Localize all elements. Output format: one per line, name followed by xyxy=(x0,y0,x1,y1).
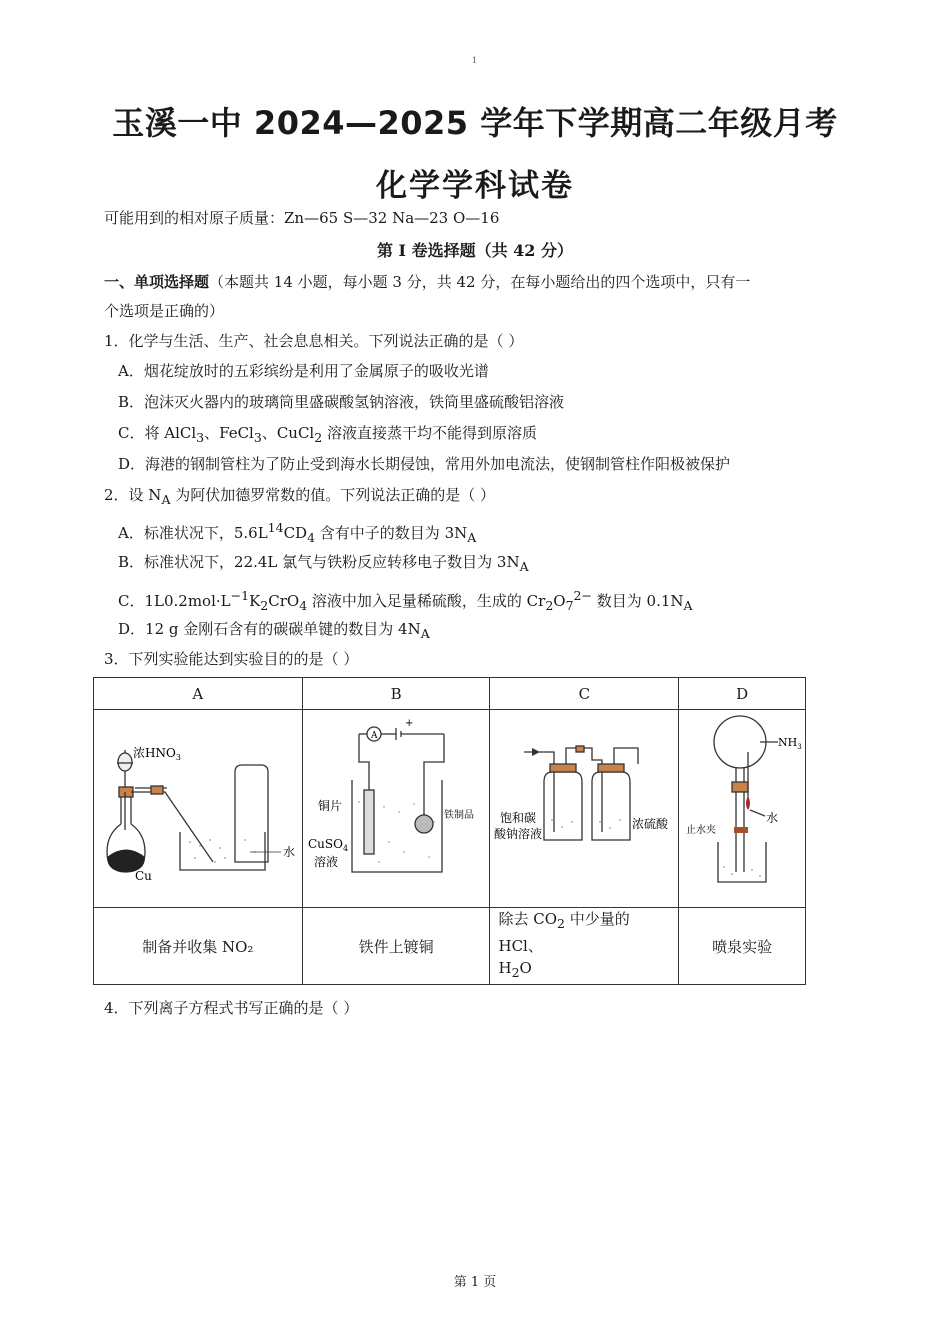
q1-option-c: C．将 AlCl$_3$、FeCl$_3$、CuCl$_2$ 溶液直接蒸干均不能得到原溶质 xyxy=(118,424,537,445)
figure-d-cell xyxy=(679,710,806,908)
q1-stem: 1．化学与生活、生产、社会息息相关。下列说法正确的是（ ） xyxy=(104,332,524,350)
q2-option-c: C．$1L0.2mol\cdot L^{-1}K_2CrO_4$ 溶液中加入足量稀硫酸，生成的 $Cr_2O_7^{2-}$ 数目为 $0.1N_A$ xyxy=(118,588,693,613)
q3-stem: 3．下列实验能达到实验目的的是（ ） xyxy=(104,650,359,668)
figure-b-cell xyxy=(302,710,490,908)
ammeter-icon: A xyxy=(370,730,378,741)
label-positive: + xyxy=(404,717,413,729)
q4-stem: 4．下列离子方程式书写正确的是（ ） xyxy=(104,999,359,1017)
figure-a-cell xyxy=(94,710,303,908)
label-conc-hno3: 浓$HNO_3$ xyxy=(133,745,182,762)
q2-option-b: B．标准状况下，22.4L 氯气与铁粉反应转移电子数目为 $3N_A$ xyxy=(118,553,529,574)
q1-option-b: B．泡沫灭火器内的玻璃筒里盛碳酸氢钠溶液，铁筒里盛硫酸铝溶液 xyxy=(118,393,565,411)
label-nh3: $NH_3$ xyxy=(778,735,802,751)
label-copper-sheet: 铜片 xyxy=(317,798,342,813)
col-header-d: D xyxy=(679,678,806,710)
page-footer: 第 1 页 xyxy=(453,1275,497,1290)
part1-instructions xyxy=(104,272,750,292)
part1-desc: （本题共 14 小题，每小题 3 分，共 42 分，在每小题给出的四个选项中，只有一 xyxy=(209,273,751,291)
col-header-c: C xyxy=(490,678,679,710)
caption-c: 除去 $CO_2$ 中少量的 HCl、 $H_2O$ xyxy=(490,908,679,985)
q3-apparatus-table xyxy=(93,677,806,985)
part1-desc-line2: 个选项是正确的） xyxy=(104,302,225,320)
caption-a: 制备并收集 NO₂ xyxy=(94,908,303,985)
caption-b: 铁件上镀铜 xyxy=(302,908,490,985)
col-header-b: B xyxy=(302,678,490,710)
caption-d: 喷泉实验 xyxy=(679,908,806,985)
table-caption-row xyxy=(94,908,806,985)
electroplating-diagram xyxy=(304,712,489,902)
label-water-a: 水 xyxy=(283,844,296,859)
q1-option-d: D．海港的钢制管柱为了防止受到海水长期侵蚀，常用外加电流法，使钢制管柱作阳极被保护 xyxy=(118,455,731,473)
label-water-d: 水 xyxy=(766,810,779,825)
q1-option-a: A．烟花绽放时的五彩缤纷是利用了金属原子的吸收光谱 xyxy=(118,362,489,380)
label-iron-item: 铁制品 xyxy=(443,809,474,821)
col-header-a: A xyxy=(94,678,303,710)
part1-label: 一、单项选择题 xyxy=(104,273,210,291)
label-sat-na2co3-2: 酸钠溶液 xyxy=(493,826,542,841)
figure-c-cell xyxy=(490,710,679,908)
atomic-masses: 可能用到的相对原子质量：Zn—65 S—32 Na—23 O—16 xyxy=(104,209,500,227)
exam-subtitle: 化学学科试卷 xyxy=(376,168,574,204)
label-sat-na2co3-1: 饱和碳 xyxy=(499,810,536,825)
label-solution: 溶液 xyxy=(313,854,338,869)
label-clamp: 止水夹 xyxy=(686,824,717,836)
page-mark: 1 xyxy=(472,56,478,65)
label-conc-h2so4: 浓硫酸 xyxy=(631,816,668,831)
section-title: 第 I 卷选择题（共 42 分） xyxy=(376,241,574,260)
gas-washing-diagram xyxy=(492,712,677,902)
q2-stem: 2．设 $N_A$ 为阿伏加德罗常数的值。下列说法正确的是（ ） xyxy=(104,486,496,507)
exam-title: 玉溪一中 2024—2025 学年下学期高二年级月考 xyxy=(112,104,838,142)
no2-apparatus-diagram xyxy=(95,712,300,902)
table-figure-row xyxy=(94,710,806,908)
label-cuso4: CuSO$_4$ xyxy=(307,836,348,853)
q2-option-a: A．标准状况下，$5.6L^{14}CD_4$ 含有中子的数目为 $3N_A$ xyxy=(118,520,477,545)
label-cu: Cu xyxy=(135,868,153,883)
table-header-row xyxy=(94,678,806,710)
fountain-diagram xyxy=(680,712,804,902)
q2-option-d: D．12 g 金刚石含有的碳碳单键的数目为 $4N_A$ xyxy=(118,620,430,641)
